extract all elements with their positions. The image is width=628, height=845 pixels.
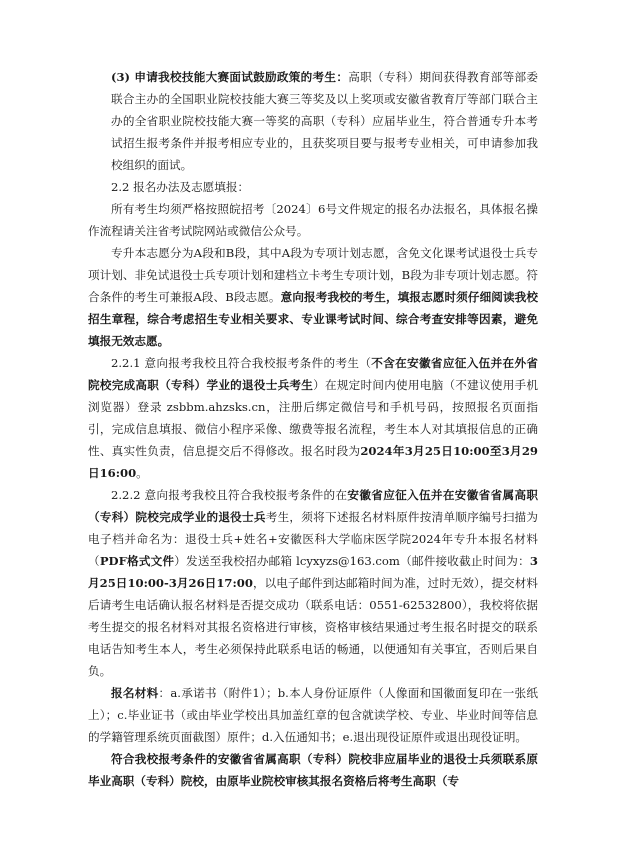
p222-lead: 2.2.2 意向报考我校且符合我校报考条件的在 <box>111 488 348 502</box>
p221-end: 。 <box>136 466 148 480</box>
volunteer-warning: 意向报考我校的考生，填报志愿时须仔细阅读我校招生章程，综合考虑招生专业相关要求、专业课考试时间、综合考查安排等因素，避免填报无效志愿。 <box>88 290 538 348</box>
p221-lead: 2.2.1 意向报考我校且符合我校报考条件的考生（ <box>111 356 372 370</box>
paragraph-materials <box>88 682 538 748</box>
paragraph-volunteer-sections <box>88 242 538 352</box>
p222-text3: ，以电子邮件到达邮箱时间为准，过时无效），提交材料后请考生电话确认报名材料是否提交成功（联系电话：0551-62532800），我校将依据考生提交的报名材料对其报名资格进行审核，资格审核结果通过考生报名时提交的联系电话告知考生本人，考生必须保持此联系电话的畅通，以便通知有关事宜，否则后果自负。 <box>88 576 539 678</box>
volunteer-text: 专升本志愿分为A段和B段，其中A段为专项计划志愿，含免文化课考试退役士兵专项计划、非免试退役士兵专项计划和建档立卡考生专项计划，B段为非专项计划志愿。符合条件的考生可兼报A段、B段志愿。 <box>88 246 538 304</box>
policy-label: (3) 申请我校技能大赛面试鼓励政策的考生： <box>111 70 349 84</box>
p222-deadline: 3月25日10:00-3月26日17:00 <box>88 554 538 590</box>
p221-exclusion: 不含在安徽省应征入伍并在外省院校完成高职（专科）学业的退役士兵考生 <box>88 356 538 392</box>
p222-format: PDF格式文件 <box>99 554 175 568</box>
policy-text: 高职（专科）期间获得教育部等部委联合主办的全国职业院校技能大赛三等奖及以上奖项或安徽省教育厅等部门联合主办的全省职业院校技能大赛一等奖的高职（专科）应届毕业生，符合普通专升本考试招生报考条件并报考相应专业的，且获奖项目要与报考专业相关，可申请参加我校组织的面试。 <box>111 70 538 172</box>
p222-text2: ）发送至我校招办邮箱 lcyxyzs@163.com（邮件接收截止时间为： <box>174 554 530 568</box>
paragraph-2-2-2 <box>88 484 538 682</box>
p221-period: 2024年3月25日10:00至3月29日16:00 <box>88 444 538 480</box>
paragraph-non-graduate: 符合我校报考条件的安徽省省属高职（专科）院校非应届毕业的退役士兵须联系原毕业高职（专科）院校，由原毕业院校审核其报名资格后将考生高职（专 <box>88 752 538 788</box>
p222-target: 安徽省应征入伍并在安徽省省属高职（专科）院校完成学业的退役士兵 <box>88 488 538 524</box>
materials-text: ：a.承诺书（附件1）；b.本人身份证原件（人像面和国徽面复印在一张纸上）；c.毕业证书（或由毕业学校出具加盖红章的包含就读学校、专业、毕业时间等信息的学籍管理系统页面截图）原件；d.入伍通知书；e.退出现役证原件或退出现役证明。 <box>88 686 538 744</box>
paragraph-2-2-1 <box>88 352 538 484</box>
p222-text1: 考生，须将下述报名材料原件按清单顺序编号扫描为电子档并命名为：退役士兵+姓名+安徽医科大学临床医学院2024年专升本报名材料（ <box>88 510 538 568</box>
section-heading-2-2: 2.2 报名办法及志愿填报： <box>111 180 250 194</box>
paragraph-interview-policy <box>88 66 538 176</box>
document-body <box>88 66 538 792</box>
paragraph-registration-method: 所有考生均须严格按照皖招考〔2024〕6号文件规定的报名办法报名，具体报名操作流程请关注省考试院网站或微信公众号。 <box>88 202 538 238</box>
p221-text: ）在规定时间内使用电脑（不建议使用手机浏览器）登录 zsbbm.ahzsks.cn，注册后绑定微信号和手机号码，按照报名页面指引，完成信息填报、微信小程序采像、缴费等报名流程，考生本人对其填报信息的正确性、真实性负责，信息提交后不得修改。报名时段为 <box>88 378 538 458</box>
materials-label: 报名材料 <box>111 686 159 700</box>
